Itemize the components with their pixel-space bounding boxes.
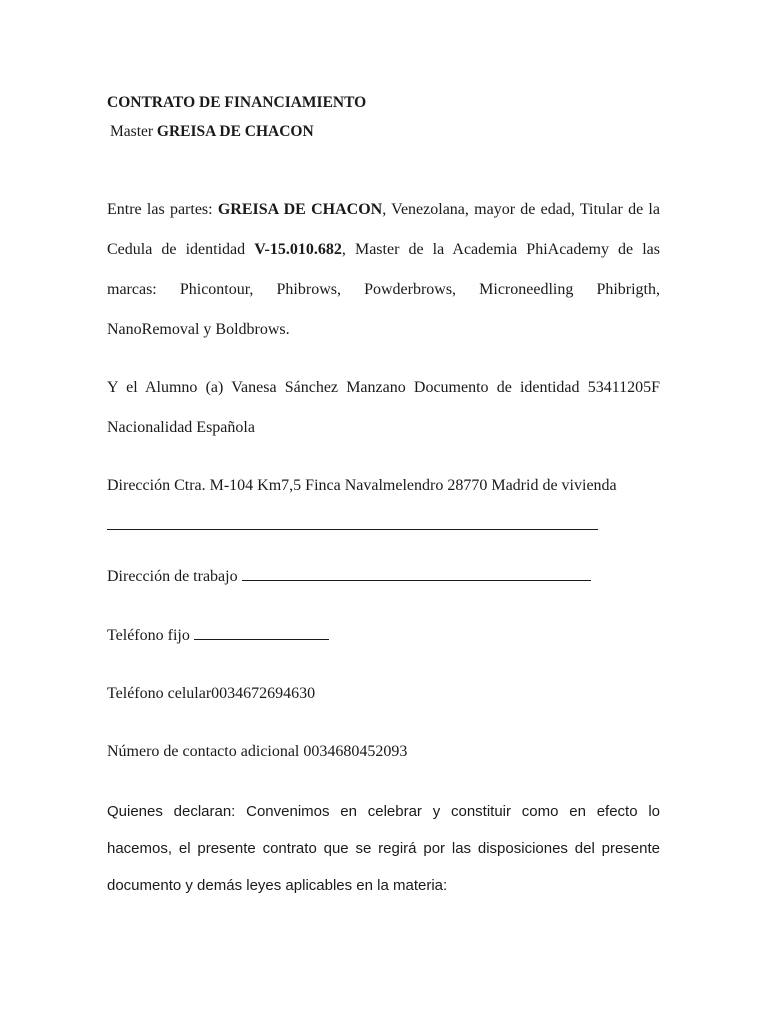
fixed-phone-label: Teléfono fijo xyxy=(107,627,190,644)
student-paragraph: Y el Alumno (a) Vanesa Sánchez Manzano Documento de identidad 53411205F Nacionalidad Española xyxy=(107,379,660,436)
additional-contact-line: Número de contacto adicional 0034680452093 xyxy=(107,743,408,760)
master-subtitle xyxy=(110,122,663,142)
parties-text-2: , Master de la Academia PhiAcademy de las marcas: Phicontour, Phibrows, Powderbrows, Microneedling Phibrigth, NanoRemoval y Boldbrows. xyxy=(107,241,660,338)
work-address-label: Dirección de trabajo xyxy=(107,568,238,585)
mobile-phone-line: Teléfono celular0034672694630 xyxy=(107,685,316,702)
subtitle-prefix: Master xyxy=(110,123,157,140)
master-name: GREISA DE CHACON xyxy=(156,123,314,140)
home-address-blank-line[interactable] xyxy=(107,515,598,530)
parties-intro: Entre las partes: xyxy=(107,201,218,218)
party-id-number: V-15.010.682 xyxy=(254,241,342,258)
fixed-phone-field xyxy=(107,625,660,647)
home-address-field xyxy=(107,466,660,546)
parties-paragraph xyxy=(107,190,660,350)
declaration-paragraph: Quienes declaran: Convenimos en celebrar y constituir como en efecto lo hacemos, el presente contrato que se regirá por las disposiciones del presente documento y demás leyes aplicables en la materia: xyxy=(107,803,660,894)
home-address-text: Dirección Ctra. M-104 Km7,5 Finca Navalmelendro 28770 Madrid de vivienda xyxy=(107,477,617,494)
contract-title: CONTRATO DE FINANCIAMIENTO xyxy=(107,94,367,111)
work-address-blank-line[interactable] xyxy=(242,566,591,581)
fixed-phone-blank-line[interactable] xyxy=(194,625,329,640)
parties-text-1: , Venezolana, mayor de edad, Titular de la Cedula de identidad xyxy=(107,201,660,258)
party-name: GREISA DE CHACON xyxy=(217,201,383,218)
work-address-field xyxy=(107,566,660,588)
